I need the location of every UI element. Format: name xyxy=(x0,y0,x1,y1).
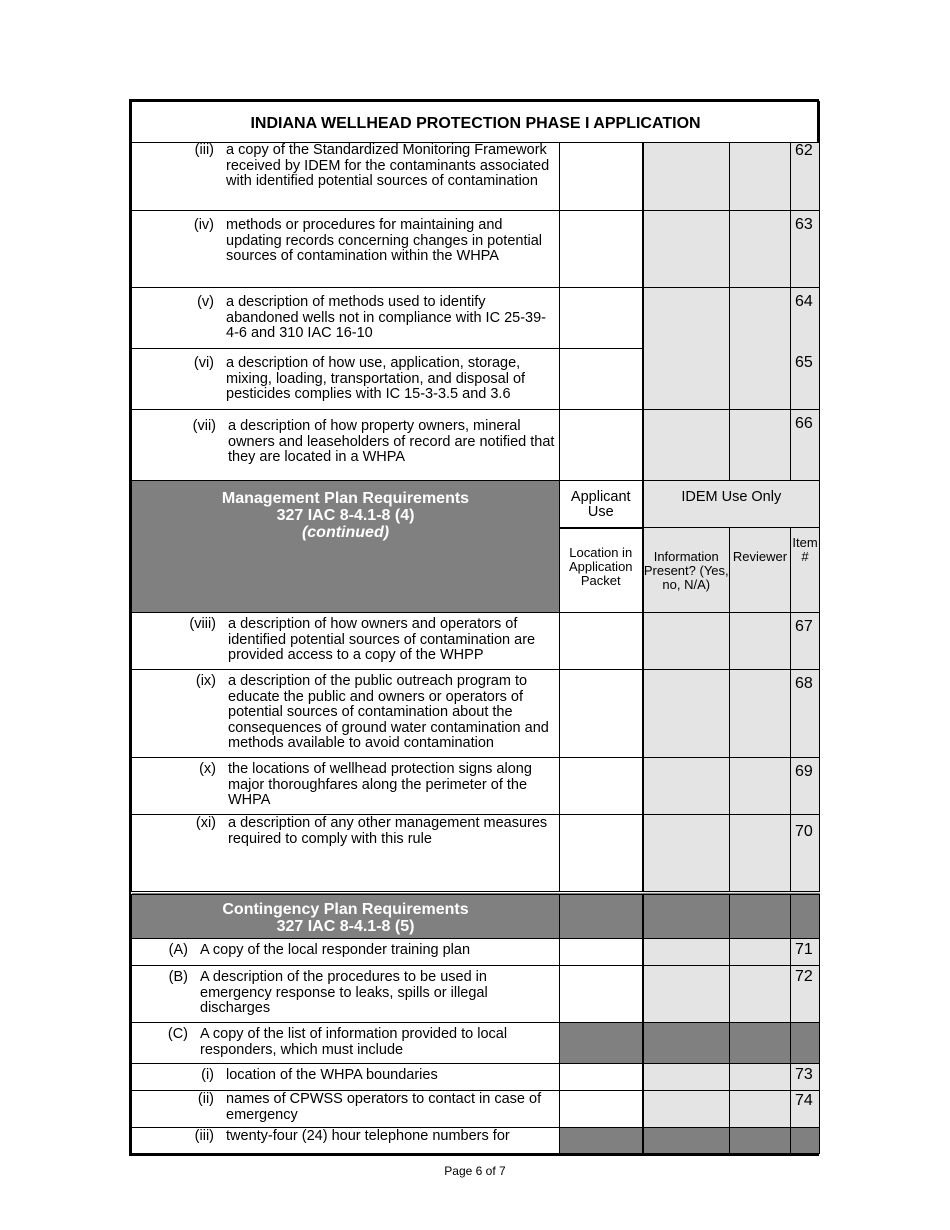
item-text: a description of how use, application, storage, mixing, loading, transportation, and disposal of pesticides complies with IC 15-3-3.5 and 3.6 xyxy=(226,355,526,402)
location-cell[interactable] xyxy=(560,966,643,1023)
location-cell xyxy=(560,1023,643,1064)
reviewer-cell xyxy=(730,1128,791,1154)
table-row xyxy=(132,1128,820,1154)
table-row xyxy=(132,143,820,211)
item-number: 74 xyxy=(791,1091,820,1128)
section-header-row xyxy=(132,893,820,939)
information-cell xyxy=(643,613,730,670)
section-rule: 327 IAC 8-4.1-8 (5) xyxy=(276,917,415,935)
location-cell[interactable] xyxy=(560,288,643,349)
reviewer-cell xyxy=(730,410,791,481)
table-row xyxy=(132,966,820,1023)
item-number xyxy=(791,1128,820,1154)
item-number: 68 xyxy=(791,670,820,758)
requirements-table xyxy=(131,101,820,1154)
item-marker: (viii) xyxy=(189,616,216,632)
table-row xyxy=(132,758,820,815)
information-cell xyxy=(643,670,730,758)
item-text: methods or procedures for maintaining and updating records concerning changes in potential sources of contamination within the WHPA xyxy=(226,217,542,264)
item-number: 66 xyxy=(791,410,820,481)
reviewer-cell xyxy=(730,143,791,211)
item-text: a copy of the Standardized Monitoring Framework received by IDEM for the contaminants associated with identified potential sources of contamination xyxy=(226,142,550,189)
table-row xyxy=(132,670,820,758)
location-cell[interactable] xyxy=(560,410,643,481)
item-text: twenty-four (24) hour telephone numbers for xyxy=(226,1128,510,1144)
item-marker: (x) xyxy=(199,761,216,777)
table-row xyxy=(132,410,820,481)
table-row xyxy=(132,1064,820,1091)
item-text: A copy of the local responder training plan xyxy=(200,942,471,958)
information-cell xyxy=(643,939,730,966)
item-text: a description of how owners and operators of identified potential sources of contamination are provided access to a copy of the WHPP xyxy=(228,616,536,663)
location-cell[interactable] xyxy=(560,1064,643,1091)
management-section-header xyxy=(132,481,560,613)
table-row xyxy=(132,288,820,349)
item-marker: (A) xyxy=(168,942,188,958)
information-cell xyxy=(643,143,730,211)
item-marker: (iv) xyxy=(193,217,214,233)
location-cell[interactable] xyxy=(560,1091,643,1128)
item-text: the locations of wellhead protection signs along major thoroughfares along the perimeter of the WHPA xyxy=(228,761,532,808)
item-number: 65 xyxy=(791,349,820,410)
reviewer-cell xyxy=(730,211,791,288)
location-cell[interactable] xyxy=(560,939,643,966)
table-row xyxy=(132,939,820,966)
item-text: location of the WHPA boundaries xyxy=(226,1067,438,1083)
reviewer-cell xyxy=(730,670,791,758)
item-number: 71 xyxy=(791,939,820,966)
item-number-header: Item # xyxy=(791,528,820,613)
item-marker: (ii) xyxy=(197,1091,214,1107)
item-marker: (B) xyxy=(168,969,188,985)
table-row xyxy=(132,1023,820,1064)
location-cell[interactable] xyxy=(560,143,643,211)
item-text: a description of methods used to identify abandoned wells not in compliance with IC 25-39-4-6 and 310 IAC 16-10 xyxy=(226,294,546,341)
item-number xyxy=(791,1023,820,1064)
reviewer-cell xyxy=(730,288,791,349)
section-header-row xyxy=(132,481,820,528)
item-marker: (vii) xyxy=(192,418,216,434)
location-cell[interactable] xyxy=(560,670,643,758)
table-row xyxy=(132,815,820,893)
item-number: 64 xyxy=(791,288,820,349)
location-cell xyxy=(560,893,643,939)
contingency-section-header xyxy=(132,893,560,939)
item-text: a description of the public outreach program to educate the public and owners or operators of potential sources of contamination about the consequences of ground water contamination and methods available to avoid contamination xyxy=(228,673,549,751)
location-cell[interactable] xyxy=(560,758,643,815)
information-cell xyxy=(643,893,730,939)
item-text: a description of any other management measures required to comply with this rule xyxy=(228,815,548,847)
section-continued: (continued) xyxy=(301,524,390,541)
information-cell xyxy=(643,966,730,1023)
item-number: 73 xyxy=(791,1064,820,1091)
item-number: 69 xyxy=(791,758,820,815)
page-number: Page 6 of 7 xyxy=(444,1164,506,1178)
item-number xyxy=(791,893,820,939)
information-cell xyxy=(643,815,730,893)
information-cell xyxy=(643,211,730,288)
location-cell xyxy=(560,1128,643,1154)
idem-use-header: IDEM Use Only xyxy=(643,481,820,528)
item-number: 72 xyxy=(791,966,820,1023)
information-cell xyxy=(643,758,730,815)
item-number: 67 xyxy=(791,613,820,670)
table-row xyxy=(132,613,820,670)
item-marker: (v) xyxy=(197,294,214,310)
item-marker: (C) xyxy=(167,1026,188,1042)
form-title: INDIANA WELLHEAD PROTECTION PHASE I APPLICATION xyxy=(132,102,820,143)
item-text: A description of the procedures to be used in emergency response to leaks, spills or illegal discharges xyxy=(200,969,488,1016)
information-header: Information Present? (Yes, no, N/A) xyxy=(643,528,730,613)
section-title: Contingency Plan Requirements xyxy=(222,900,469,918)
section-rule: 327 IAC 8-4.1-8 (4) xyxy=(276,507,415,524)
item-marker: (vi) xyxy=(193,355,214,371)
information-cell xyxy=(643,1128,730,1154)
information-cell xyxy=(643,410,730,481)
reviewer-cell xyxy=(730,1064,791,1091)
reviewer-cell xyxy=(730,815,791,893)
table-row xyxy=(132,1091,820,1128)
information-cell xyxy=(643,1091,730,1128)
reviewer-cell xyxy=(730,966,791,1023)
item-number: 70 xyxy=(791,815,820,893)
location-cell[interactable] xyxy=(560,613,643,670)
section-title: Management Plan Requirements xyxy=(221,490,470,507)
reviewer-header: Reviewer xyxy=(730,528,791,613)
information-cell xyxy=(643,1064,730,1091)
item-marker: (iii) xyxy=(194,142,214,158)
reviewer-cell xyxy=(730,349,791,410)
location-cell[interactable] xyxy=(560,815,643,893)
item-marker: (ix) xyxy=(195,673,216,689)
item-marker: (i) xyxy=(201,1067,214,1083)
item-number: 62 xyxy=(791,143,820,211)
reviewer-cell xyxy=(730,939,791,966)
reviewer-cell xyxy=(730,758,791,815)
application-form xyxy=(129,99,819,1156)
item-text: A copy of the list of information provided to local responders, which must include xyxy=(200,1026,508,1058)
information-cell xyxy=(643,288,730,410)
information-cell xyxy=(643,1023,730,1064)
item-text: a description of how property owners, mineral owners and leaseholders of record are notified that they are located in a WHPA xyxy=(228,418,555,465)
location-cell[interactable] xyxy=(560,349,643,410)
item-marker: (xi) xyxy=(195,815,216,831)
reviewer-cell xyxy=(730,1023,791,1064)
location-header: Location in Application Packet xyxy=(560,528,643,613)
item-number: 63 xyxy=(791,211,820,288)
location-cell[interactable] xyxy=(560,211,643,288)
table-row xyxy=(132,211,820,288)
item-marker: (iii) xyxy=(194,1128,214,1144)
reviewer-cell xyxy=(730,1091,791,1128)
reviewer-cell xyxy=(730,613,791,670)
applicant-use-header: Applicant Use xyxy=(560,481,643,528)
item-text: names of CPWSS operators to contact in case of emergency xyxy=(226,1091,542,1123)
reviewer-cell xyxy=(730,893,791,939)
